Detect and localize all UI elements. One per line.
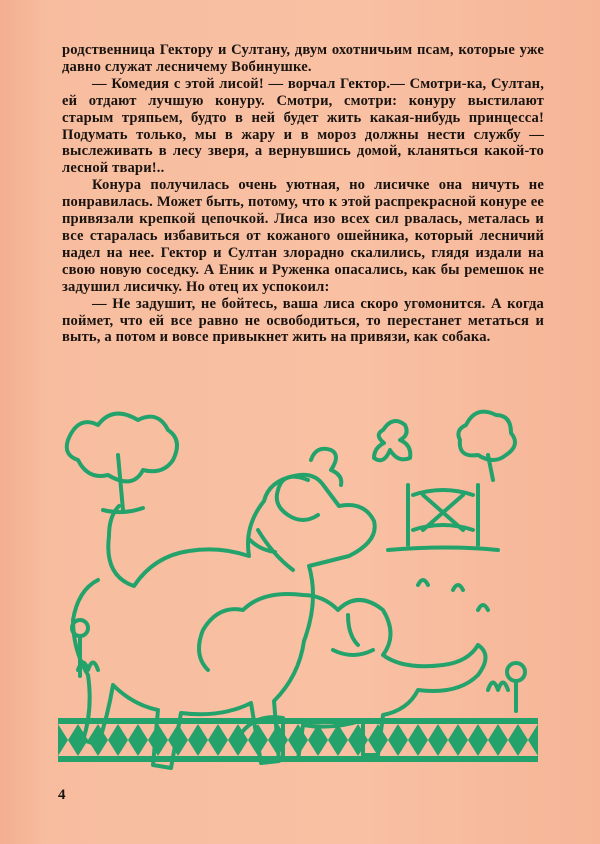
dogs-illustration — [58, 400, 538, 780]
decorative-border — [58, 718, 538, 762]
fence — [408, 485, 478, 545]
paragraph-2: — Комедия с этой лисой! — ворчал Гектор.— Смотри-ка, Султан, ей отдают лучшую конуру. Смотри, смотри: конуру выстилают старым тряпьем, будто в ней будет жить какая-нибудь принцесса! Подумать только, мы в жару и в мороз должны нести службу — выслеживать в лесу зверя, а вернувшись домой, кланяться какой-то лесной твари!.. — [62, 75, 544, 177]
big-dog — [73, 475, 375, 768]
paragraph-3: Конура получилась очень уютная, но лисичке она ничуть не понравилась. Может быть, потому, что к этой распрекрасной конуре ее привязали крепкой цепочкой. Лиса изо всех сил рвалась, металась и все старалась избавиться от кожаного ошейника, который лесничий надел на нее. Гектор и Султан злорадно скалились, глядя издали на свою новую соседку. А Еник и Руженка опасались, как бы ремешок не задушил лисичку. Но отец их успокоил: — [62, 177, 544, 295]
paragraph-1: родственница Гектору и Султану, двум охотничьим псам, которые уже давно служат лесничему Вобинушке. — [62, 42, 544, 75]
tree — [67, 414, 177, 482]
body-text — [62, 42, 544, 346]
butterfly — [374, 421, 410, 460]
paragraph-4: — Не задушит, не бойтесь, ваша лиса скоро угомонится. А когда поймет, что ей все равно не освободиться, то перестанет метаться и выть, а потом и вовсе привыкнет жить на привязи, как собака. — [62, 295, 544, 346]
page-number: 4 — [58, 787, 66, 803]
tree-right — [458, 412, 515, 460]
flower-right — [507, 663, 525, 681]
